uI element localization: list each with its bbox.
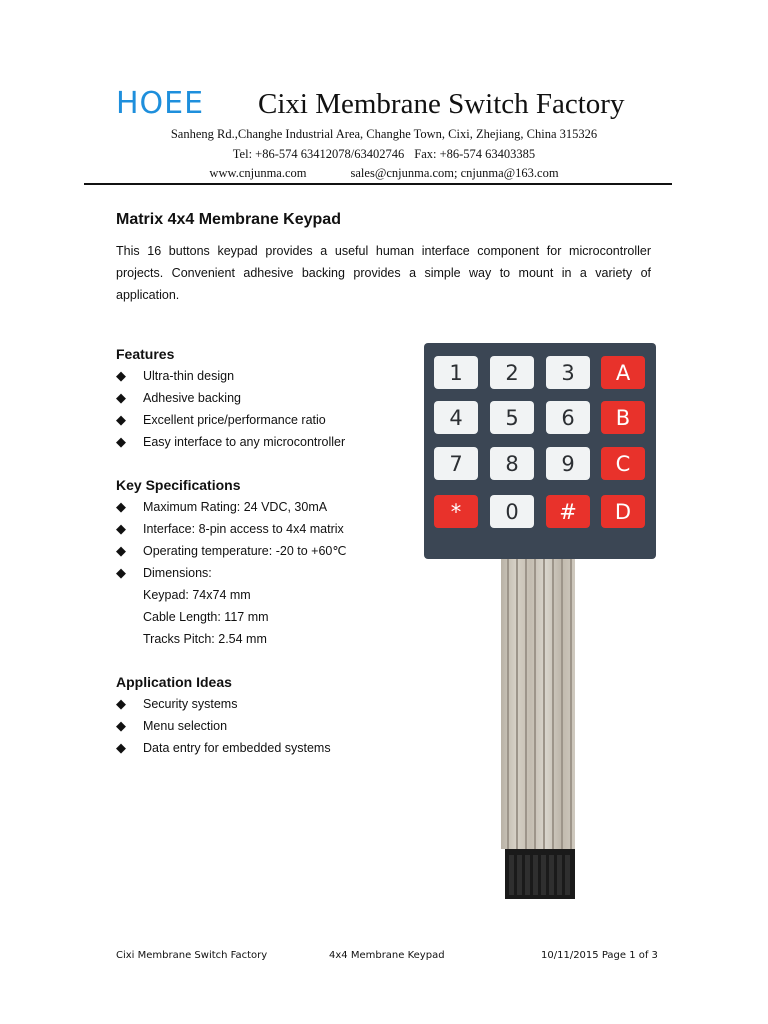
- list-item-text: Interface: 8-pin access to 4x4 matrix: [143, 522, 344, 536]
- bullet-diamond-icon: ◆: [116, 499, 126, 514]
- keypad-key: A: [601, 356, 645, 389]
- cable-trace: [516, 559, 518, 849]
- header-divider: [84, 183, 672, 185]
- bullet-diamond-icon: ◆: [116, 368, 126, 383]
- keypad-key: D: [601, 495, 645, 528]
- cable-trace: [507, 559, 509, 849]
- application-ideas-list: [116, 693, 331, 759]
- keypad-product-photo: [424, 343, 656, 903]
- list-item: [116, 431, 345, 453]
- keypad-key: 0: [490, 495, 534, 528]
- features-heading: Features: [116, 346, 175, 362]
- list-item: [116, 540, 346, 562]
- list-item-text: Data entry for embedded systems: [143, 741, 331, 755]
- bullet-diamond-icon: ◆: [116, 521, 126, 536]
- dimension-item: Tracks Pitch: 2.54 mm: [143, 632, 267, 646]
- bullet-diamond-icon: ◆: [116, 390, 126, 405]
- application-ideas-heading: Application Ideas: [116, 674, 232, 690]
- intro-paragraph: This 16 buttons keypad provides a useful human interface component for microcontroller projects. Convenient adhesive backing provides a simple way to mount in a variety of application.: [116, 244, 651, 302]
- bullet-diamond-icon: ◆: [116, 696, 126, 711]
- list-item-text: Operating temperature: -20 to +60℃: [143, 544, 347, 558]
- specifications-heading: Key Specifications: [116, 477, 241, 493]
- connector-pin: [549, 855, 554, 895]
- keypad-key: 6: [546, 401, 590, 434]
- footer-date-page: 10/11/2015 Page 1 of 3: [541, 950, 658, 961]
- cable-trace: [552, 559, 554, 849]
- list-item: [116, 715, 331, 737]
- document-title: Matrix 4x4 Membrane Keypad: [116, 211, 341, 228]
- bullet-diamond-icon: ◆: [116, 740, 126, 755]
- cable-trace: [561, 559, 563, 849]
- list-item: [116, 496, 346, 518]
- application-ideas-section: [116, 674, 331, 759]
- list-item-text: Adhesive backing: [143, 391, 241, 405]
- dimension-item: Cable Length: 117 mm: [143, 610, 269, 624]
- keypad-key: C: [601, 447, 645, 480]
- list-item-text: Easy interface to any microcontroller: [143, 435, 346, 449]
- keypad-key: B: [601, 401, 645, 434]
- connector-pin: [541, 855, 546, 895]
- connector-pin: [565, 855, 570, 895]
- list-item: [116, 365, 345, 387]
- list-item-text: Excellent price/performance ratio: [143, 413, 326, 427]
- keypad-key: *: [434, 495, 478, 528]
- list-item: [116, 409, 345, 431]
- list-item-text: Security systems: [143, 697, 238, 711]
- list-item: [116, 387, 345, 409]
- ribbon-cable: [501, 559, 575, 849]
- specifications-section: [116, 477, 346, 650]
- list-item: [116, 518, 346, 540]
- list-item-text: Menu selection: [143, 719, 228, 733]
- features-section: [116, 346, 345, 453]
- keypad-key: 7: [434, 447, 478, 480]
- cable-trace: [534, 559, 536, 849]
- contact-web-line: [0, 166, 768, 181]
- cable-trace: [525, 559, 527, 849]
- connector-pin: [533, 855, 538, 895]
- telephone: Tel: +86-574 63412078/63402746: [232, 147, 405, 161]
- keypad-key: #: [546, 495, 590, 528]
- keypad-key: 9: [546, 447, 590, 480]
- connector-pin: [509, 855, 514, 895]
- specifications-list: [116, 496, 346, 650]
- contact-phone-line: [0, 147, 768, 162]
- features-list: [116, 365, 345, 453]
- email-addresses[interactable]: sales@cnjunma.com; cnjunma@163.com: [350, 166, 559, 180]
- footer-title: 4x4 Membrane Keypad: [329, 950, 445, 961]
- footer-company: Cixi Membrane Switch Factory: [116, 950, 268, 961]
- bullet-diamond-icon: ◆: [116, 543, 126, 558]
- list-item: [116, 693, 331, 715]
- connector-pin: [525, 855, 530, 895]
- cable-connector: [505, 849, 575, 899]
- fax: Fax: +86-574 63403385: [414, 147, 536, 161]
- website-link[interactable]: www.cnjunma.com: [209, 166, 307, 180]
- bullet-diamond-icon: ◆: [116, 565, 126, 580]
- company-name: Cixi Membrane Switch Factory: [258, 88, 625, 120]
- list-item-text: Ultra-thin design: [143, 369, 235, 383]
- list-item: [116, 562, 346, 584]
- bullet-diamond-icon: ◆: [116, 718, 126, 733]
- keypad-key: 3: [546, 356, 590, 389]
- bullet-diamond-icon: ◆: [116, 412, 126, 427]
- keypad-key: 4: [434, 401, 478, 434]
- list-item: [116, 737, 331, 759]
- company-address: Sanheng Rd.,Changhe Industrial Area, Changhe Town, Cixi, Zhejiang, China 315326: [170, 127, 598, 141]
- bullet-diamond-icon: ◆: [116, 434, 126, 449]
- dimension-item: Keypad: 74x74 mm: [143, 588, 251, 602]
- keypad-key: 2: [490, 356, 534, 389]
- connector-pin: [517, 855, 522, 895]
- keypad-key: 5: [490, 401, 534, 434]
- cable-trace: [543, 559, 545, 849]
- keypad-key: 8: [490, 447, 534, 480]
- keypad-body: [424, 343, 656, 559]
- list-item-text: Dimensions:: [143, 566, 212, 580]
- keypad-key: 1: [434, 356, 478, 389]
- connector-pin: [557, 855, 562, 895]
- cable-trace: [570, 559, 572, 849]
- list-item-text: Maximum Rating: 24 VDC, 30mA: [143, 500, 328, 514]
- company-logo: HOEE: [116, 86, 205, 121]
- letterhead: [0, 0, 768, 190]
